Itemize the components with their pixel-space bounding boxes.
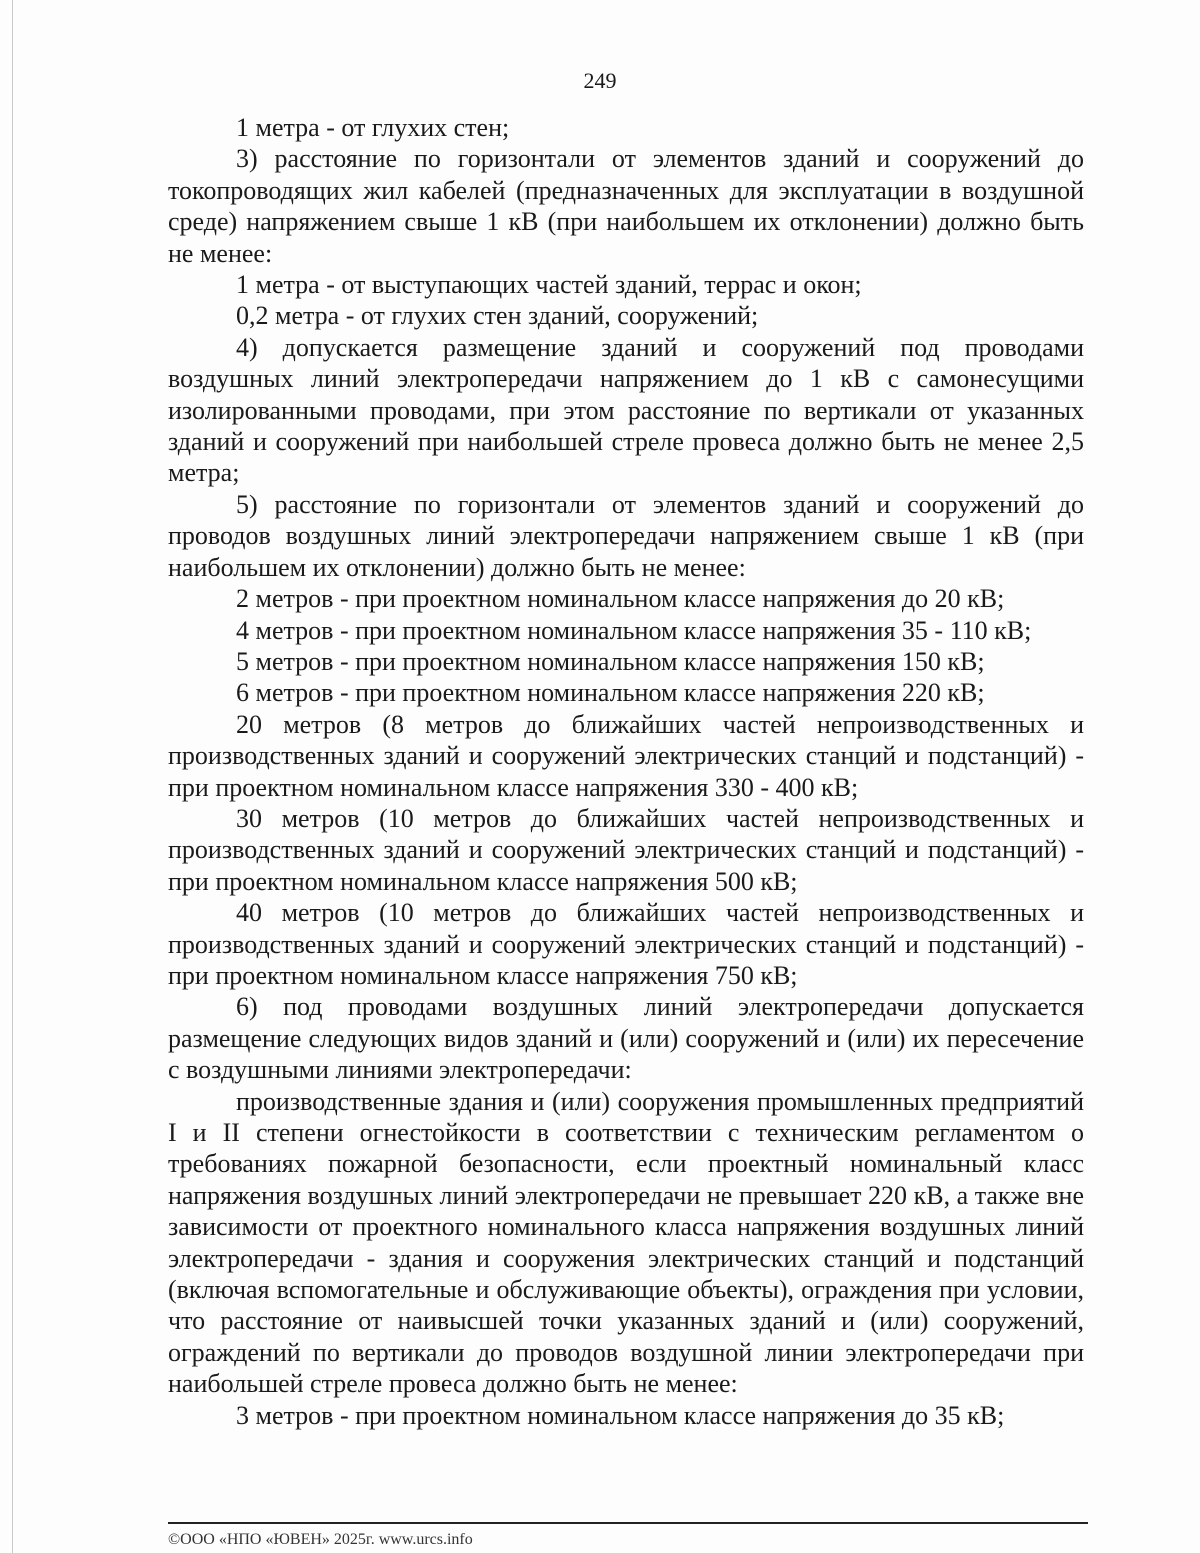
paragraph-6: 5) расстояние по горизонтали от элементов зданий и сооружений до проводов воздушных линий электропередачи напряжением свыше 1 кВ (при наибольшем их отклонении) должно быть не менее: xyxy=(168,489,1084,582)
paragraph-3: 1 метра - от выступающих частей зданий, террас и окон; xyxy=(236,270,862,300)
paragraph-12: 30 метров (10 метров до ближайших частей непроизводственных и производственных зданий и сооружений электрических станций и подстанций) - при проектном номинальном классе напряжения 500 кВ; xyxy=(168,803,1084,896)
paragraph-7: 2 метров - при проектном номинальном классе напряжения до 20 кВ; xyxy=(236,584,1005,614)
paragraph-13: 40 метров (10 метров до ближайших частей непроизводственных и производственных зданий и сооружений электрических станций и подстанций) - при проектном номинальном классе напряжения 750 кВ; xyxy=(168,898,1084,990)
paragraph-5: 4) допускается размещение зданий и сооружений под проводами воздушных линий электропередачи напряжением до 1 кВ с самонесущими изолированными проводами, при этом расстояние по вертикали от указанных зданий и сооружений при наибольшей стреле провеса должно быть не менее 2,5 метра; xyxy=(168,332,1084,488)
paragraph-4: 0,2 метра - от глухих стен зданий, сооружений; xyxy=(236,301,759,331)
page-edge-line xyxy=(12,0,13,1553)
paragraph-10: 6 метров - при проектном номинальном классе напряжения 220 кВ; xyxy=(236,678,985,708)
document-body xyxy=(168,112,1084,1431)
paragraph-2: 3) расстояние по горизонтали от элементов зданий и сооружений до токопроводящих жил кабелей (предназначенных для эксплуатации в воздушной среде) напряжением свыше 1 кВ (при наибольшем их отклонении) должно быть не менее: xyxy=(168,144,1084,268)
paragraph-16: 3 метров - при проектном номинальном классе напряжения до 35 кВ; xyxy=(236,1400,1005,1430)
paragraph-8: 4 метров - при проектном номинальном классе напряжения 35 - 110 кВ; xyxy=(236,615,1032,645)
paragraph-9: 5 метров - при проектном номинальном классе напряжения 150 кВ; xyxy=(236,646,985,676)
page-number: 249 xyxy=(583,68,617,93)
footer-divider xyxy=(168,1522,1088,1524)
paragraph-1: 1 метра - от глухих стен; xyxy=(236,113,510,142)
footer-copyright: ©ООО «НПО «ЮВЕН» 2025г. www.urcs.info xyxy=(168,1531,473,1548)
paragraph-14: 6) под проводами воздушных линий электропередачи допускается размещение следующих видов зданий и (или) сооружений и (или) их пересечение с воздушными линиями электропередачи: xyxy=(168,992,1084,1085)
paragraph-11: 20 метров (8 метров до ближайших частей непроизводственных и производственных зданий и сооружений электрических станций и подстанций) - при проектном номинальном классе напряжения 330 - 400 кВ; xyxy=(168,709,1084,802)
paragraph-15: производственные здания и (или) сооружения промышленных предприятий I и II степени огнестойкости в соответствии с техническим регламентом о требованиях пожарной безопасности, если проектный номинальный класс напряжения воздушных линий электропередачи не превышает 220 кВ, а также вне зависимости от проектного номинального класса напряжения воздушных линий электропередачи - здания и сооружения электрических станций и подстанций (включая вспомогательные и обслуживающие объекты), ограждения при условии, что расстояние от наивысшей точки указанных зданий и (или) сооружений, ограждений по вертикали до проводов воздушной линии электропередачи при наибольшей стреле провеса должно быть не менее: xyxy=(168,1086,1084,1399)
